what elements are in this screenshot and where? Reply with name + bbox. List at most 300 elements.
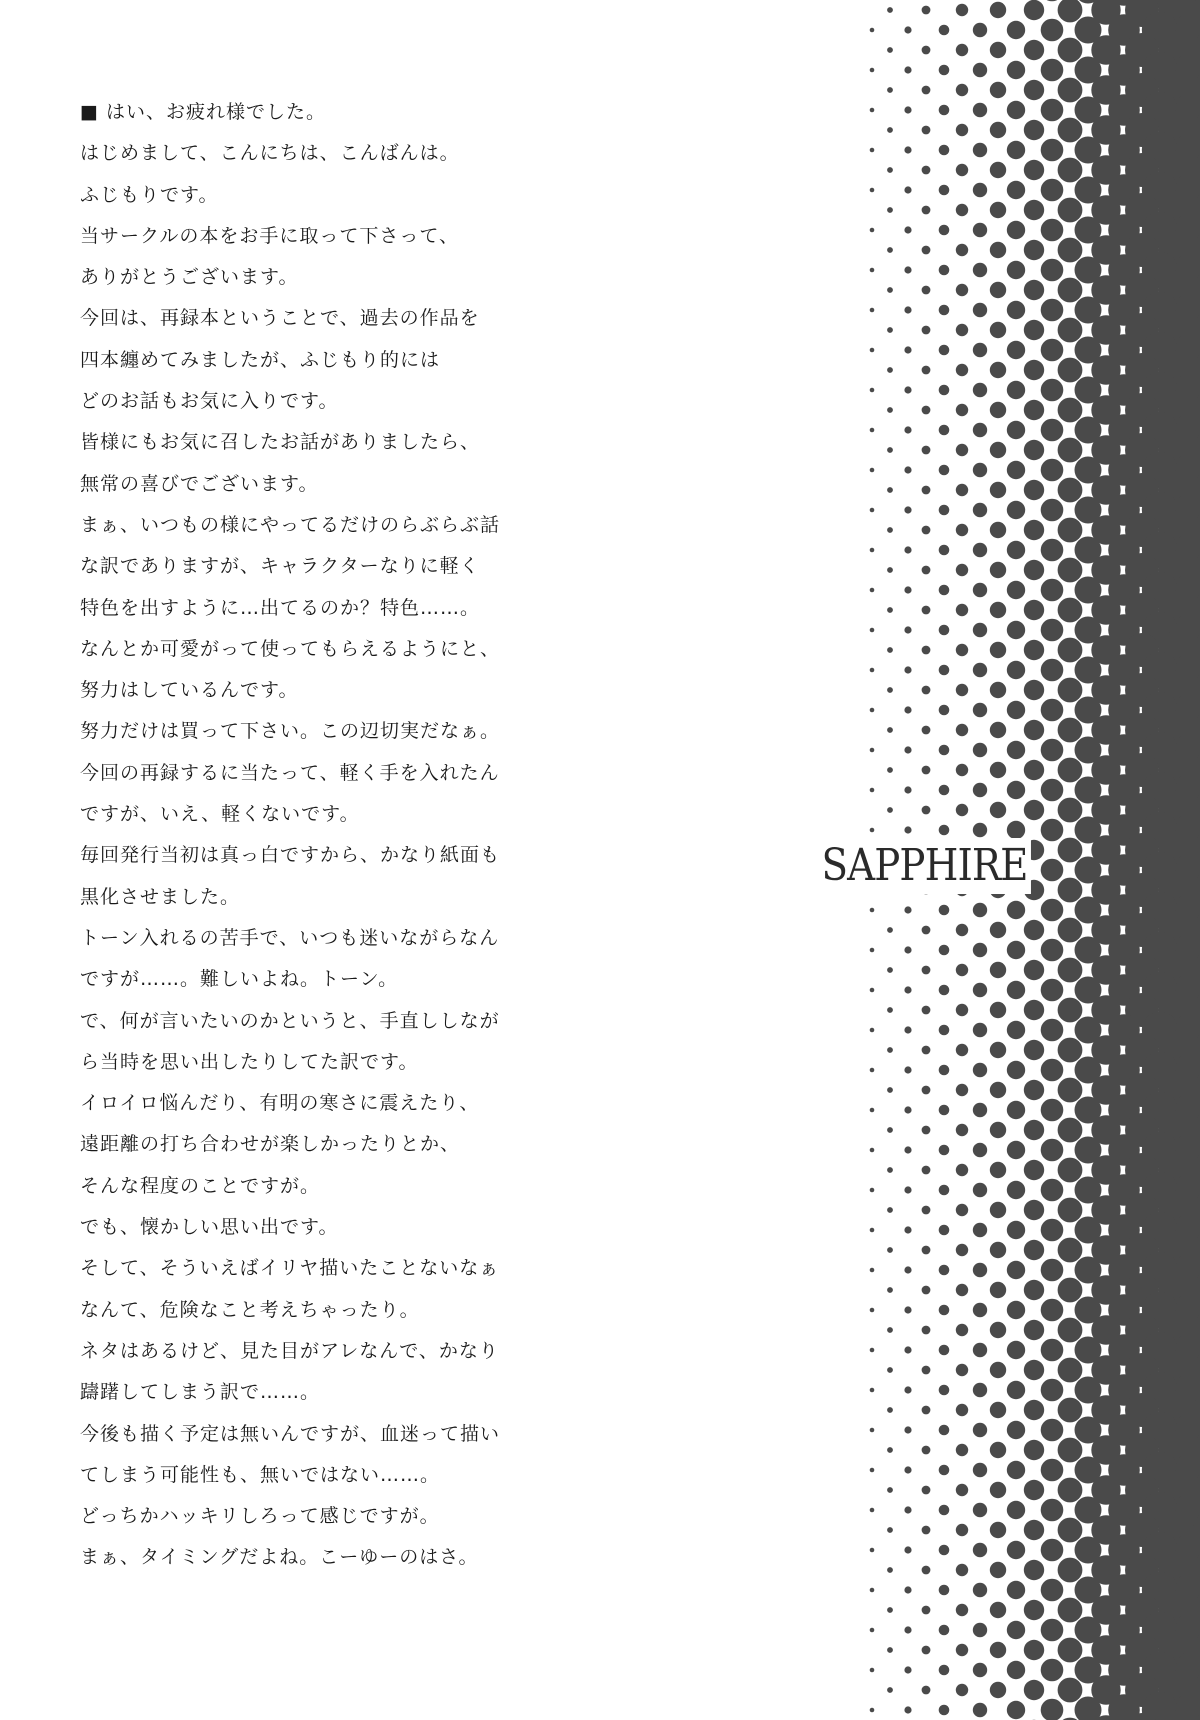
halftone-dot [887, 327, 893, 333]
halftone-dot [939, 505, 950, 516]
halftone-dot [904, 826, 911, 833]
halftone-dot [956, 764, 968, 776]
halftone-dot [939, 1225, 950, 1236]
afterword-line: まぁ、いつもの様にやってるだけのらぶらぶ話 [80, 513, 501, 536]
halftone-dot [922, 1646, 931, 1655]
halftone-dot [1041, 99, 1064, 122]
halftone-dot [1041, 579, 1064, 602]
halftone-dot [1007, 1021, 1025, 1039]
halftone-dot [870, 1548, 875, 1553]
halftone-dot [1041, 139, 1064, 162]
halftone-dot [939, 425, 950, 436]
halftone-dot [904, 746, 911, 753]
halftone-dot [1058, 78, 1083, 103]
halftone-dot [1058, 758, 1083, 783]
halftone-dot [939, 585, 950, 596]
halftone-dot [973, 1063, 987, 1077]
halftone-dot [1024, 1280, 1044, 1300]
halftone-dot [887, 1407, 893, 1413]
halftone-dot [956, 244, 968, 256]
halftone-dot [922, 206, 931, 215]
halftone-dot [973, 1263, 987, 1277]
afterword-line: 躊躇してしまう訳で……。 [80, 1381, 321, 1404]
halftone-dot [922, 1206, 931, 1215]
halftone-dot [870, 788, 875, 793]
halftone-dot [973, 1023, 987, 1037]
halftone-dot [973, 743, 987, 757]
halftone-dot [922, 246, 931, 255]
halftone-dot [1024, 1000, 1044, 1020]
halftone-dot [870, 1228, 875, 1233]
halftone-dot [1024, 80, 1044, 100]
halftone-dot [922, 1086, 931, 1095]
halftone-dot [870, 1028, 875, 1033]
halftone-dot [870, 1588, 875, 1593]
halftone-dot [956, 1524, 968, 1536]
halftone-dot [1058, 238, 1083, 263]
halftone-dot [1007, 981, 1025, 999]
halftone-dot [1041, 1459, 1064, 1482]
halftone-dot [1024, 480, 1044, 500]
halftone-dot [904, 786, 911, 793]
halftone-dot [1058, 1278, 1083, 1303]
halftone-dot [973, 1423, 987, 1437]
halftone-dot [1041, 19, 1064, 42]
halftone-dot [1041, 1419, 1064, 1442]
halftone-dot [1007, 181, 1025, 199]
halftone-dot [887, 207, 893, 213]
halftone-dot [939, 665, 950, 676]
halftone-dot [1007, 1421, 1025, 1439]
halftone-dot [870, 388, 875, 393]
halftone-dot [904, 1186, 911, 1193]
halftone-dot [1024, 600, 1044, 620]
halftone-dot [990, 1402, 1006, 1418]
halftone-dot [922, 806, 931, 815]
halftone-dot [990, 682, 1006, 698]
halftone-dot [973, 1703, 987, 1717]
halftone-dot [887, 7, 893, 13]
halftone-dot [973, 423, 987, 437]
halftone-dot [939, 305, 950, 316]
halftone-dot [956, 124, 968, 136]
halftone-dot [887, 1327, 893, 1333]
afterword-line: でも、懐かしい思い出です。 [80, 1216, 339, 1239]
halftone-dot [1058, 1118, 1083, 1143]
halftone-dot [1024, 1480, 1044, 1500]
halftone-dot [1024, 40, 1044, 60]
halftone-dot [1058, 358, 1083, 383]
halftone-dot [1058, 1358, 1083, 1383]
halftone-dot [870, 1188, 875, 1193]
halftone-dot [1024, 1520, 1044, 1540]
halftone-dot [1041, 1179, 1064, 1202]
halftone-dot [922, 446, 931, 455]
halftone-dot [1024, 640, 1044, 660]
halftone-dot [922, 966, 931, 975]
halftone-dot [1058, 1438, 1083, 1463]
halftone-dot [922, 1166, 931, 1175]
halftone-dot [1007, 661, 1025, 679]
halftone-dot [1007, 1261, 1025, 1279]
halftone-dot [990, 522, 1006, 538]
halftone-dot [1024, 280, 1044, 300]
halftone-dot [887, 647, 893, 653]
halftone-dot [887, 1127, 893, 1133]
halftone-dot [904, 706, 911, 713]
halftone-dot [1024, 360, 1044, 380]
afterword-line: どっちかハッキリしろって感じですが。 [80, 1505, 440, 1528]
halftone-dot [922, 766, 931, 775]
halftone-dot [1007, 341, 1025, 359]
halftone-dot [990, 1602, 1006, 1618]
afterword-line: ですが……。難しいよね。トーン。 [80, 968, 399, 991]
halftone-dot [1024, 1640, 1044, 1660]
halftone-dot [922, 566, 931, 575]
halftone-dot [887, 47, 893, 53]
halftone-dot [922, 1126, 931, 1135]
halftone-dot [973, 183, 987, 197]
halftone-dot [973, 983, 987, 997]
halftone-dot [1058, 278, 1083, 303]
halftone-dot [1041, 699, 1064, 722]
halftone-dot [956, 44, 968, 56]
afterword-line: イロイロ悩んだり、有明の寒さに震えたり、 [80, 1092, 480, 1115]
halftone-dot [956, 484, 968, 496]
halftone-dot [904, 466, 911, 473]
halftone-dot [1007, 541, 1025, 559]
halftone-dot [1024, 400, 1044, 420]
halftone-dot [990, 202, 1006, 218]
halftone-dot [1007, 421, 1025, 439]
halftone-dot [1007, 1141, 1025, 1159]
halftone-dot [939, 945, 950, 956]
halftone-dot [1058, 1478, 1083, 1503]
halftone-dot [870, 228, 875, 233]
halftone-dot [922, 526, 931, 535]
halftone-dot [1024, 1200, 1044, 1220]
halftone-dot [887, 87, 893, 93]
halftone-dot [904, 1066, 911, 1073]
halftone-dot [1041, 779, 1064, 802]
halftone-dot [956, 804, 968, 816]
halftone-dot [887, 1167, 893, 1173]
halftone-dot [990, 922, 1006, 938]
halftone-dot [973, 303, 987, 317]
halftone-dot [956, 404, 968, 416]
halftone-dot [904, 1386, 911, 1393]
halftone-dot [887, 1447, 893, 1453]
halftone-dot [870, 708, 875, 713]
halftone-dot [990, 1682, 1006, 1698]
halftone-dot [939, 1425, 950, 1436]
halftone-dot [1058, 998, 1083, 1023]
afterword-line: ありがとうございます。 [80, 266, 299, 289]
halftone-dot [887, 1087, 893, 1093]
halftone-dot [1041, 979, 1064, 1002]
halftone-dot [1007, 141, 1025, 159]
halftone-dot [956, 1364, 968, 1376]
halftone-dot [870, 908, 875, 913]
halftone-dot [990, 1562, 1006, 1578]
halftone-dot [904, 386, 911, 393]
halftone-dot [870, 468, 875, 473]
halftone-dot [1024, 1080, 1044, 1100]
halftone-dot [973, 223, 987, 237]
halftone-dot [990, 122, 1006, 138]
halftone-dot [990, 362, 1006, 378]
halftone-dot [870, 428, 875, 433]
halftone-dot [939, 345, 950, 356]
afterword-line: 遠距離の打ち合わせが楽しかったりとか、 [80, 1133, 461, 1156]
halftone-dot [904, 426, 911, 433]
halftone-dot [956, 164, 968, 176]
halftone-dot [904, 506, 911, 513]
halftone-dot [973, 1103, 987, 1117]
halftone-dot [1007, 701, 1025, 719]
halftone-dot [956, 284, 968, 296]
halftone-dot [1024, 720, 1044, 740]
halftone-dot [990, 1442, 1006, 1458]
halftone-dot [870, 108, 875, 113]
halftone-dot [922, 1246, 931, 1255]
halftone-dot [990, 1162, 1006, 1178]
halftone-dot [939, 785, 950, 796]
halftone-dot [1041, 939, 1064, 962]
halftone-dot [1058, 118, 1083, 143]
halftone-dot [956, 4, 968, 16]
sapphire-logo: SAPPHIRE [818, 838, 1031, 894]
halftone-dot [870, 68, 875, 73]
halftone-dot [956, 724, 968, 736]
halftone-dot [922, 1526, 931, 1535]
halftone-dot [1007, 1541, 1025, 1559]
halftone-dot [1024, 560, 1044, 580]
halftone-dot [1058, 1558, 1083, 1583]
halftone-dot [1058, 678, 1083, 703]
halftone-dot [887, 1687, 893, 1693]
halftone-dot [939, 1305, 950, 1316]
halftone-dot [1007, 621, 1025, 639]
halftone-dot [904, 1426, 911, 1433]
halftone-dot [1058, 1678, 1083, 1703]
halftone-dot [990, 82, 1006, 98]
halftone-dot [939, 545, 950, 556]
halftone-dot [1024, 1240, 1044, 1260]
afterword-text [80, 92, 520, 1579]
halftone-dot [1007, 1701, 1025, 1719]
halftone-dot [990, 1202, 1006, 1218]
halftone-dot [1024, 240, 1044, 260]
halftone-dot [973, 503, 987, 517]
halftone-dot [1007, 1461, 1025, 1479]
halftone-dot [1058, 318, 1083, 343]
halftone-dot [870, 508, 875, 513]
afterword-line: 今回は、再録本ということで、過去の作品を [80, 307, 480, 330]
halftone-dot [870, 1388, 875, 1393]
halftone-dot [973, 383, 987, 397]
halftone-dot [922, 1006, 931, 1015]
halftone-dot [1024, 0, 1044, 20]
halftone-dot [973, 1143, 987, 1157]
halftone-dot [922, 926, 931, 935]
afterword-line: そして、そういえばイリヤ描いたことないなぁ [80, 1257, 500, 1280]
halftone-dot [1007, 261, 1025, 279]
halftone-dot [939, 1545, 950, 1556]
halftone-dot [1041, 899, 1064, 922]
halftone-dot [1007, 461, 1025, 479]
halftone-dot [1041, 59, 1064, 82]
halftone-dot [939, 1385, 950, 1396]
halftone-dot [1058, 478, 1083, 503]
halftone-dot [922, 366, 931, 375]
halftone-dot [990, 1482, 1006, 1498]
halftone-dot [887, 687, 893, 693]
halftone-dot [1058, 1318, 1083, 1343]
halftone-dot [887, 1207, 893, 1213]
afterword-line: 黒化させました。 [80, 885, 241, 908]
halftone-dot [990, 802, 1006, 818]
halftone-dot [939, 1465, 950, 1476]
halftone-dot [1041, 419, 1064, 442]
halftone-dot [1007, 941, 1025, 959]
halftone-dot [973, 1663, 987, 1677]
halftone-dot [990, 722, 1006, 738]
afterword-line: 皆様にもお気に召したお話がありましたら、 [80, 431, 481, 454]
halftone-dot [870, 1108, 875, 1113]
halftone-dot [904, 1586, 911, 1593]
halftone-dot [904, 306, 911, 313]
afterword-line: なんて、危険なこと考えちゃったり。 [80, 1298, 420, 1321]
halftone-dot [1024, 1360, 1044, 1380]
halftone-dot [870, 588, 875, 593]
halftone-dot [1041, 259, 1064, 282]
halftone-dot [973, 263, 987, 277]
halftone-dot [1041, 1059, 1064, 1082]
halftone-dot [956, 1284, 968, 1296]
halftone-dot [870, 28, 875, 33]
halftone-dot [1024, 960, 1044, 980]
halftone-dot [956, 1044, 968, 1056]
halftone-dot [922, 646, 931, 655]
halftone-dot [904, 66, 911, 73]
halftone-dot [939, 1145, 950, 1156]
afterword-line: そんな程度のことですが。 [80, 1174, 321, 1197]
halftone-dot [973, 1503, 987, 1517]
halftone-dot [1024, 1440, 1044, 1460]
halftone-dot [870, 148, 875, 153]
halftone-dot [973, 663, 987, 677]
halftone-dot [990, 442, 1006, 458]
halftone-dot [1007, 821, 1025, 839]
halftone-dot [973, 703, 987, 717]
halftone-dot [904, 1306, 911, 1313]
halftone-dot [1058, 398, 1083, 423]
halftone-dot [870, 1348, 875, 1353]
halftone-dot [956, 964, 968, 976]
halftone-dot [1041, 539, 1064, 562]
halftone-dot [904, 146, 911, 153]
halftone-dot [990, 1322, 1006, 1338]
halftone-dot [1007, 61, 1025, 79]
afterword-line: ですが、いえ、軽くないです。 [80, 803, 360, 826]
halftone-dot [904, 1026, 911, 1033]
halftone-dot [1007, 581, 1025, 599]
halftone-dot [922, 486, 931, 495]
halftone-dot [1007, 101, 1025, 119]
halftone-dot [1007, 1181, 1025, 1199]
halftone-dot [1041, 179, 1064, 202]
halftone-dot [887, 447, 893, 453]
halftone-dot [1058, 718, 1083, 743]
halftone-dot [939, 385, 950, 396]
halftone-dot [922, 46, 931, 55]
halftone-dot [973, 343, 987, 357]
halftone-dot [939, 1665, 950, 1676]
halftone-dot [1007, 1661, 1025, 1679]
halftone-dot [1058, 38, 1083, 63]
halftone-dot [922, 406, 931, 415]
halftone-dot [904, 906, 911, 913]
halftone-dot [1024, 760, 1044, 780]
halftone-dot [1058, 198, 1083, 223]
afterword-line: 今後も描く予定は無いんですが、血迷って描い [80, 1422, 501, 1445]
halftone-dot [922, 166, 931, 175]
halftone-dot [1041, 339, 1064, 362]
halftone-dot [1007, 741, 1025, 759]
halftone-dot [870, 1668, 875, 1673]
halftone-dot [1041, 619, 1064, 642]
halftone-dot [973, 583, 987, 597]
halftone-dot [990, 1122, 1006, 1138]
afterword-line: まぁ、タイミングだよね。こーゆーのはさ。 [80, 1546, 479, 1569]
halftone-dot [956, 1684, 968, 1696]
halftone-dot [956, 444, 968, 456]
halftone-dot [887, 407, 893, 413]
halftone-dot [904, 226, 911, 233]
halftone-dot [973, 943, 987, 957]
halftone-dot [1058, 0, 1083, 22]
halftone-dot [990, 402, 1006, 418]
halftone-dot [939, 265, 950, 276]
halftone-dot [904, 1266, 911, 1273]
halftone-dot [1024, 1040, 1044, 1060]
halftone-dot [939, 1065, 950, 1076]
halftone-dot [922, 1686, 931, 1695]
halftone-dot [1007, 781, 1025, 799]
halftone-dot [939, 745, 950, 756]
halftone-dot [990, 162, 1006, 178]
halftone-dot [1041, 859, 1064, 882]
halftone-dot [1041, 1619, 1064, 1642]
halftone-dot [887, 967, 893, 973]
halftone-dot [870, 1148, 875, 1153]
halftone-dot [887, 127, 893, 133]
halftone-dot [990, 282, 1006, 298]
halftone-dot [887, 1047, 893, 1053]
afterword-line: 今回の再録するに当たって、軽く手を入れたん [80, 761, 500, 784]
halftone-dot [1024, 800, 1044, 820]
afterword-line: ■ はい、お疲れ様でした。 [80, 101, 326, 123]
halftone-dot [956, 1564, 968, 1576]
afterword-line: ふじもりです。 [80, 183, 219, 206]
halftone-dot [1024, 160, 1044, 180]
afterword-line: はじめまして、こんにちは、こんばんは。 [80, 142, 460, 165]
halftone-dot [1007, 1621, 1025, 1639]
halftone-dot [887, 1247, 893, 1253]
halftone-dot [887, 527, 893, 533]
halftone-dot [1041, 1219, 1064, 1242]
